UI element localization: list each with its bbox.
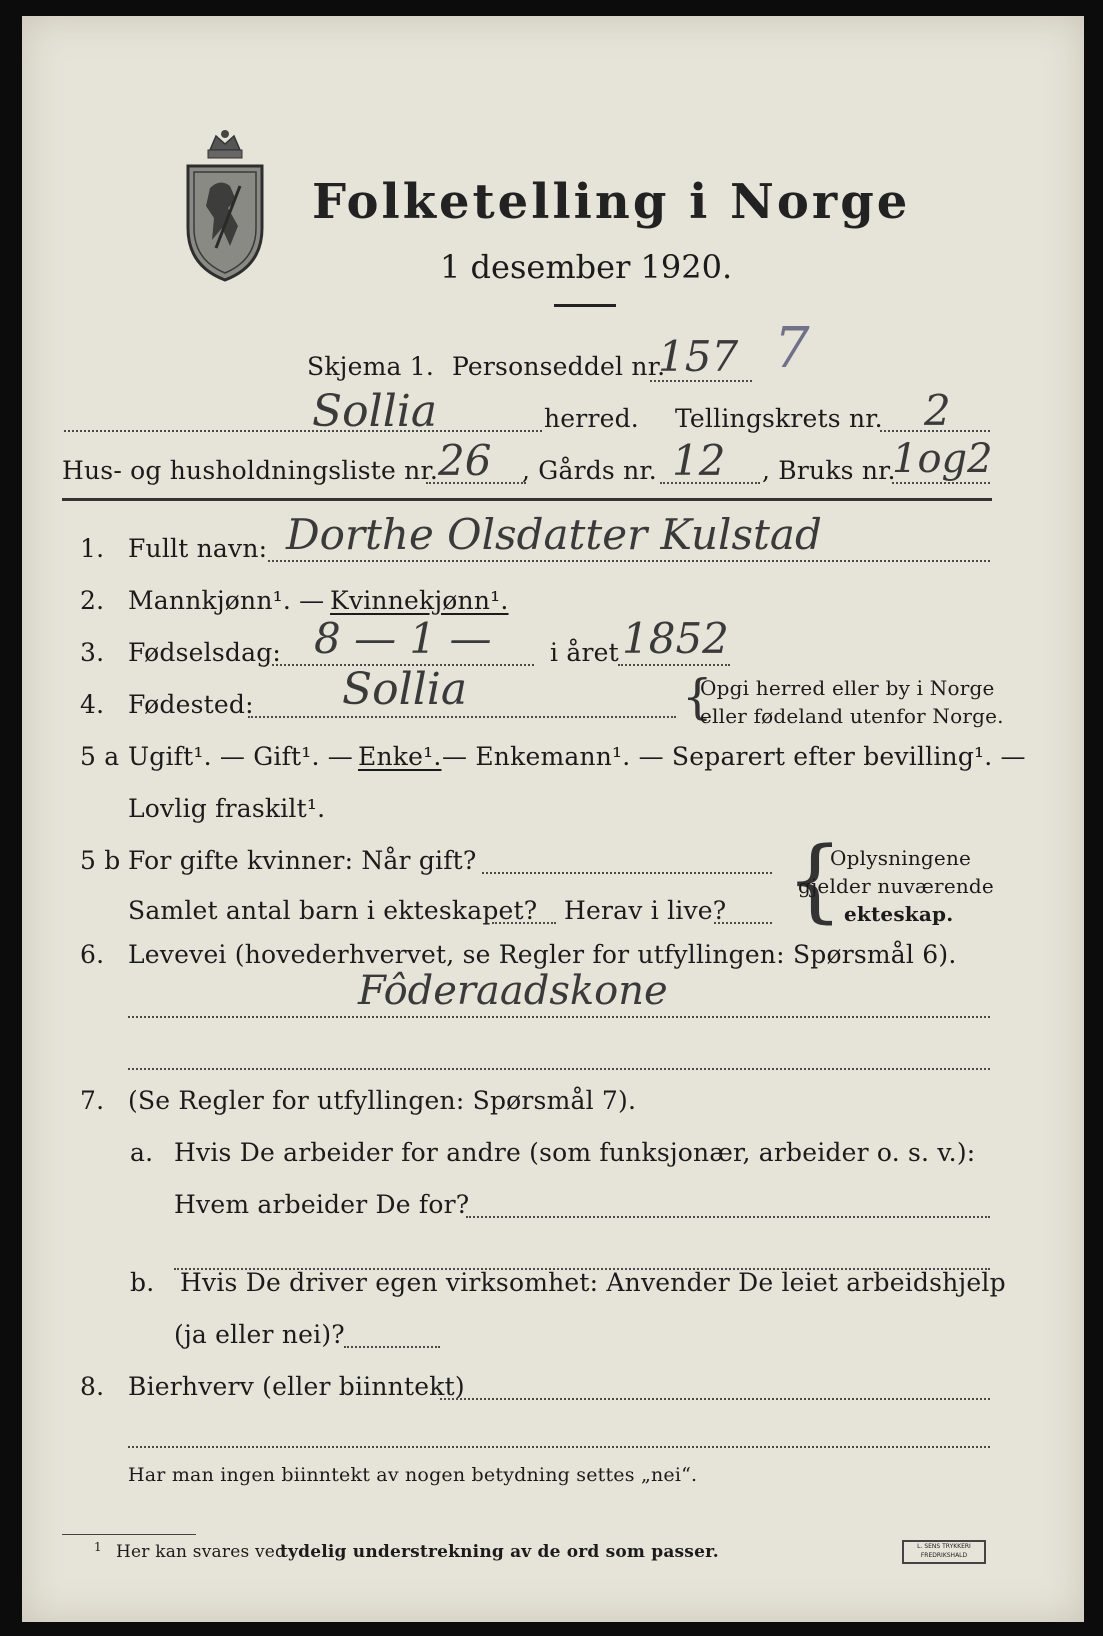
q4-brace: {: [682, 669, 713, 725]
header-rule: [62, 498, 992, 501]
q1-number: 1.: [80, 534, 105, 563]
q4-number: 4.: [80, 690, 105, 719]
q4-note-line1: Opgi herred eller by i Norge: [700, 676, 995, 700]
q7a-line2: Hvem arbeider De for?: [174, 1190, 470, 1219]
printer-stamp: L. SENS TRYKKERI FREDRIKSHALD: [902, 1540, 986, 1564]
q5b-barn-label: Samlet antal barn i ekteskapet?: [128, 896, 538, 925]
q1-label: Fullt navn:: [128, 534, 268, 563]
gards-number: 12: [672, 436, 726, 485]
q6-label: Levevei (hovederhvervet, se Regler for utfyllingen: Spørsmål 6).: [128, 940, 957, 969]
bruks-label: , Bruks nr.: [762, 456, 896, 485]
norwegian-coat-of-arms-icon: [180, 128, 270, 288]
personseddel-number: 157: [658, 332, 739, 381]
q1-full-name: Dorthe Olsdatter Kulstad: [286, 510, 822, 559]
form-title: Folketelling i Norge: [312, 174, 911, 230]
herred-value: Sollia: [312, 386, 438, 437]
q5a-number: 5 a: [80, 742, 120, 771]
q5a-remaining-options: — Enkemann¹. — Separert efter bevilling¹. —: [442, 742, 1026, 771]
q5a-ugift-gift: Ugift¹. — Gift¹. —: [128, 742, 354, 771]
census-form-paper: [22, 16, 1084, 1622]
q4-label: Fødested:: [128, 690, 254, 719]
q3-number: 3.: [80, 638, 105, 667]
q5a-fraskilt: Lovlig fraskilt¹.: [128, 794, 326, 823]
q3-label: Fødselsdag:: [128, 638, 282, 667]
personseddel-label: Personseddel nr.: [452, 352, 666, 381]
q2-number: 2.: [80, 586, 105, 615]
q5b-brace: {: [786, 828, 844, 933]
form-date: 1 desember 1920.: [440, 248, 733, 286]
q7-label: (Se Regler for utfyllingen: Spørsmål 7).: [128, 1086, 637, 1115]
q5b-note-line3: ekteskap.: [844, 902, 954, 926]
q4-birthplace: Sollia: [342, 664, 468, 715]
personseddel-extra-mark: 7: [774, 316, 810, 381]
q7-number: 7.: [80, 1086, 105, 1115]
q4-note-line2: eller fødeland utenfor Norge.: [700, 704, 1004, 728]
q7b-line2: (ja eller nei)?: [174, 1320, 345, 1349]
q2-mannkjonn: Mannkjønn¹. —: [128, 586, 325, 615]
q5b-note-line2: gjelder nuværende: [798, 874, 994, 898]
q7b-letter: b.: [130, 1268, 155, 1297]
title-divider: [554, 304, 616, 307]
skjema-label: Skjema 1.: [307, 352, 435, 381]
footnote-text-plain: Her kan svares ved: [116, 1542, 287, 1562]
q5a-enke: Enke¹.: [358, 742, 442, 771]
footnote-rule: [62, 1534, 196, 1535]
q3-birth-year: 1852: [622, 614, 729, 663]
q5b-herav-label: Herav i live?: [564, 896, 727, 925]
q8-label: Bierhverv (eller biinntekt): [128, 1372, 465, 1401]
footnote-mark: 1: [94, 1540, 102, 1554]
q7a-letter: a.: [130, 1138, 154, 1167]
husliste-number: 26: [438, 436, 492, 485]
q7b-line1: Hvis De driver egen virksomhet: Anvender De leiet arbeidshjelp: [180, 1268, 1006, 1297]
q6-number: 6.: [80, 940, 105, 969]
herred-label: herred.: [544, 404, 639, 433]
q5b-number: 5 b: [80, 846, 121, 875]
q3-aaret-label: i året: [550, 638, 619, 667]
tellingskrets-number: 2: [924, 386, 951, 435]
gards-label: , Gårds nr.: [522, 456, 657, 485]
tellingskrets-label: Tellingskrets nr.: [675, 404, 883, 433]
q8-note: Har man ingen biinntekt av nogen betydning settes „nei“.: [128, 1464, 698, 1486]
q7a-line1: Hvis De arbeider for andre (som funksjonær, arbeider o. s. v.):: [174, 1138, 976, 1167]
q2-kvinnekjonn: Kvinnekjønn¹.: [330, 586, 509, 615]
q8-number: 8.: [80, 1372, 105, 1401]
husliste-label: Hus- og husholdningsliste nr.: [62, 456, 439, 485]
q6-occupation: Fôderaadskone: [358, 968, 668, 1014]
footnote-text-bold: tydelig understrekning av de ord som passer.: [280, 1542, 719, 1562]
q5b-line1: For gifte kvinner: Når gift?: [128, 846, 477, 875]
q5b-note-line1: Oplysningene: [830, 846, 972, 870]
bruks-number: 1og2: [892, 436, 993, 482]
q3-birth-date: 8 — 1 —: [314, 614, 492, 663]
